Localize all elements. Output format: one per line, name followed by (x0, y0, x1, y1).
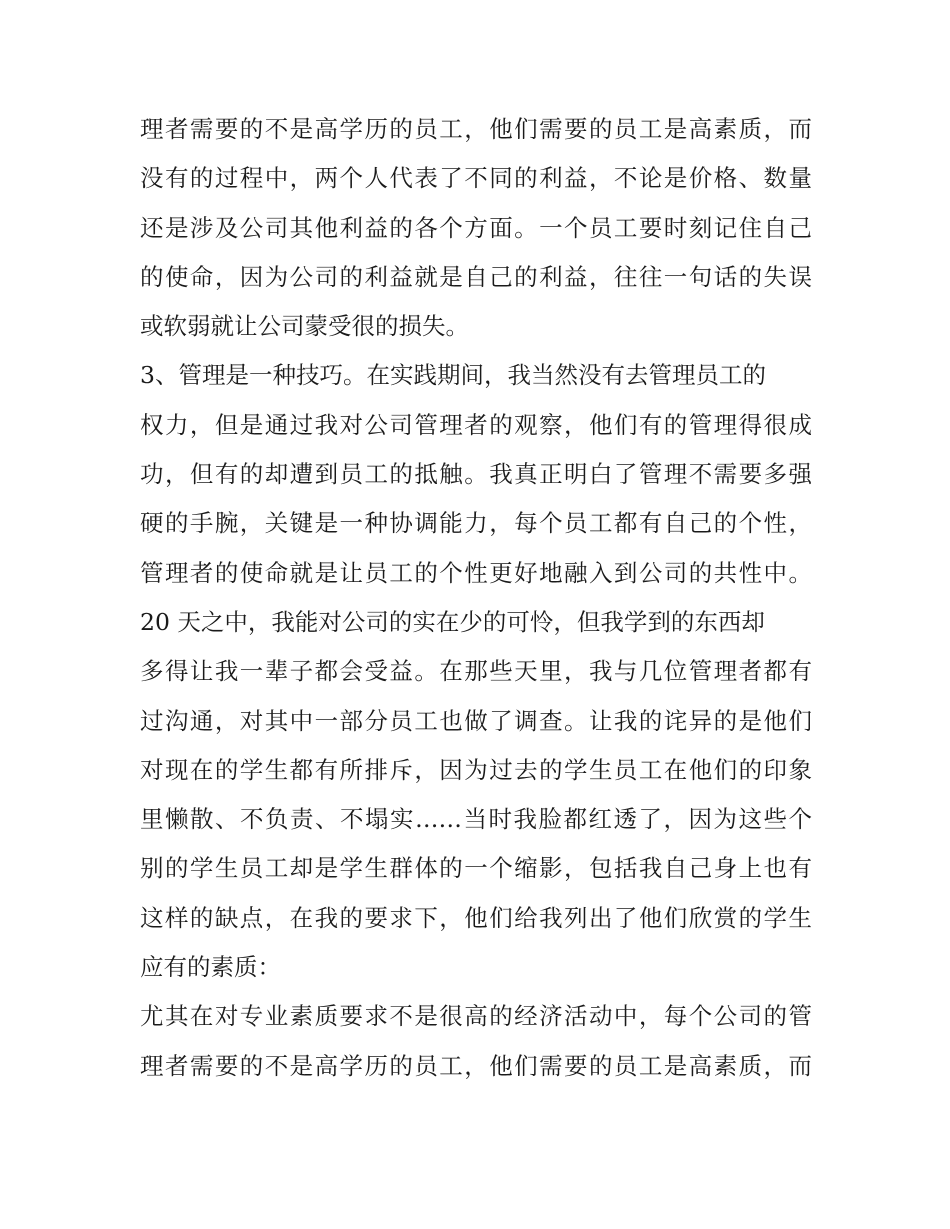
text-line: 里懒散、不负责、不塌实……当时我脸都红透了，因为这些个 (140, 805, 812, 834)
text-line: 尤其在对专业素质要求不是很高的经济活动中，每个公司的管 (140, 1002, 812, 1031)
text-line: 多得让我一辈子都会受益。在那些天里，我与几位管理者都有 (140, 657, 812, 686)
text-line: 别的学生员工却是学生群体的一个缩影，包括我自己身上也有 (140, 854, 812, 883)
text-line: 理者需要的不是高学历的员工，他们需要的员工是高素质，而 (140, 1051, 812, 1080)
text-line: 没有的过程中，两个人代表了不同的利益，不论是价格、数量 (140, 164, 812, 193)
text-line: 3、管理是一种技巧。在实践期间，我当然没有去管理员工的 (140, 361, 766, 390)
text-line: 的使命，因为公司的利益就是自己的利益，往往一句话的失误 (140, 262, 812, 291)
text-line: 过沟通，对其中一部分员工也做了调查。让我的诧异的是他们 (140, 706, 812, 735)
text-line: 还是涉及公司其他利益的各个方面。一个员工要时刻记住自己 (140, 213, 812, 242)
text-line: 或软弱就让公司蒙受很的损失。 (140, 312, 469, 341)
text-line: 对现在的学生都有所排斥，因为过去的学生员工在他们的印象 (140, 755, 812, 784)
text-line: 20 天之中，我能对公司的实在少的可怜，但我学到的东西却 (140, 607, 765, 636)
document-body (140, 105, 812, 1091)
text-line: 应有的素质： (140, 953, 281, 982)
text-line: 功，但有的却遭到员工的抵触。我真正明白了管理不需要多强 (140, 460, 812, 489)
text-line: 管理者的使命就是让员工的个性更好地融入到公司的共性中。 (140, 558, 812, 587)
text-line: 理者需要的不是高学历的员工，他们需要的员工是高素质，而 (140, 115, 812, 143)
text-line: 权力，但是通过我对公司管理者的观察，他们有的管理得很成 (140, 410, 812, 439)
text-line: 这样的缺点，在我的要求下，他们给我列出了他们欣赏的学生 (140, 903, 812, 932)
text-line: 硬的手腕，关键是一种协调能力，每个员工都有自己的个性， (140, 509, 812, 538)
